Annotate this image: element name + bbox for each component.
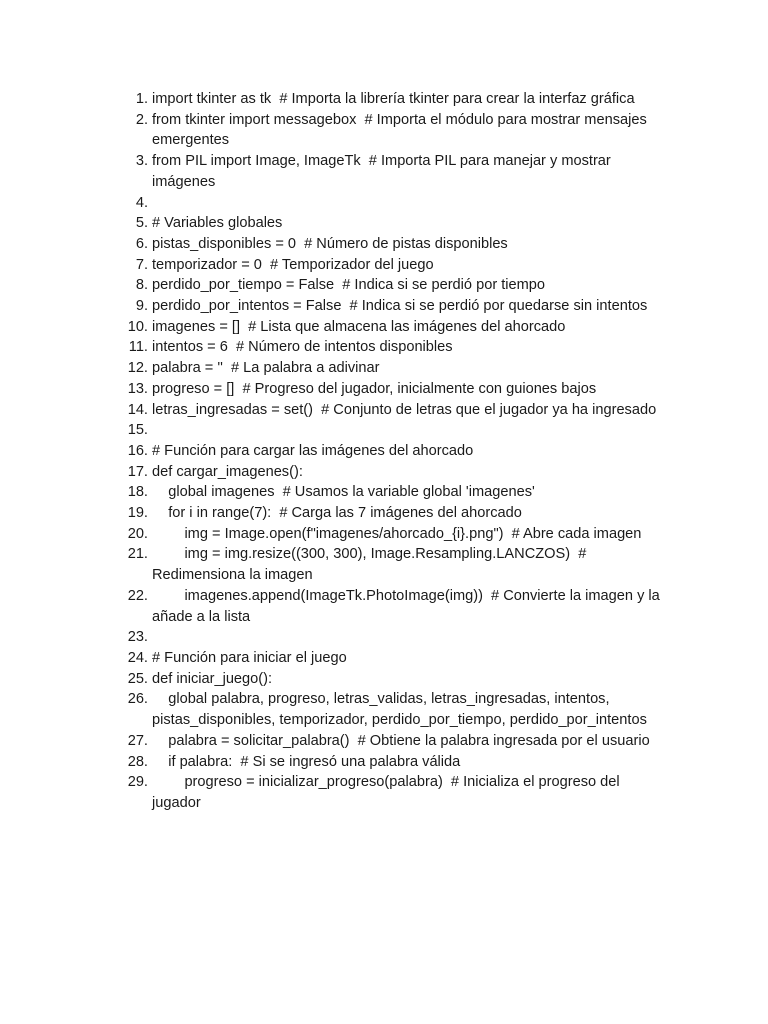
line-number: 17.	[127, 463, 148, 480]
code-line	[0, 627, 672, 648]
line-number: 2.	[135, 111, 148, 128]
line-text: palabra = solicitar_palabra() # Obtiene la palabra ingresada por el usuario	[152, 732, 650, 749]
line-number: 4.	[135, 194, 148, 211]
line-number: 27.	[127, 732, 148, 749]
code-line	[0, 441, 672, 462]
code-line	[0, 275, 672, 296]
code-line	[0, 524, 672, 545]
line-number: 29.	[127, 774, 148, 791]
line-number: 12.	[127, 360, 148, 377]
line-text: if palabra: # Si se ingresó una palabra válida	[152, 753, 461, 770]
line-text: from PIL import Image, ImageTk # Importa PIL para manejar y mostrar imágenes	[152, 153, 615, 190]
line-text: def cargar_imagenes():	[152, 463, 303, 480]
line-number: 24.	[127, 649, 148, 666]
line-text: global imagenes # Usamos la variable global 'imagenes'	[152, 484, 535, 501]
line-text: # Función para cargar las imágenes del ahorcado	[152, 442, 474, 459]
line-text: perdido_por_intentos = False # Indica si se perdió por quedarse sin intentos	[152, 298, 648, 315]
code-line	[0, 752, 672, 773]
line-number: 15.	[127, 422, 148, 439]
line-number: 10.	[127, 318, 148, 335]
code-line	[0, 151, 672, 192]
line-text: temporizador = 0 # Temporizador del juego	[152, 256, 434, 273]
code-listing	[0, 89, 768, 814]
line-number: 21.	[127, 546, 148, 563]
code-line	[0, 462, 672, 483]
line-text: # Variables globales	[152, 215, 283, 232]
line-number: 28.	[127, 753, 148, 770]
line-text: img = Image.open(f"imagenes/ahorcado_{i}.png") # Abre cada imagen	[152, 525, 642, 542]
line-text: imagenes.append(ImageTk.PhotoImage(img)) # Convierte la imagen y la añade a la lista	[152, 587, 664, 625]
code-line	[0, 648, 672, 669]
line-number: 18.	[127, 484, 148, 501]
line-text: palabra = '' # La palabra a adivinar	[152, 360, 380, 377]
line-text: # Función para iniciar el juego	[152, 649, 347, 666]
line-number: 16.	[127, 442, 148, 459]
code-line	[0, 358, 672, 379]
line-text: for i in range(7): # Carga las 7 imágenes del ahorcado	[152, 505, 522, 522]
line-text: import tkinter as tk # Importa la librería tkinter para crear la interfaz gráfica	[152, 91, 635, 107]
code-line	[0, 234, 672, 255]
line-number: 26.	[127, 691, 148, 708]
line-text: img = img.resize((300, 300), Image.Resampling.LANCZOS) # Redimensiona la imagen	[152, 546, 591, 584]
line-text: global palabra, progreso, letras_validas, letras_ingresadas, intentos, pistas_disponibles, temporizador, perdido_por_tiempo, perdido_por_intentos	[152, 691, 647, 729]
line-text: pistas_disponibles = 0 # Número de pistas disponibles	[152, 235, 508, 252]
line-number: 6.	[135, 235, 148, 252]
code-line	[0, 296, 672, 317]
line-number: 11.	[128, 339, 148, 356]
line-number: 9.	[135, 298, 148, 315]
line-text: from tkinter import messagebox # Importa el módulo para mostrar mensajes emergentes	[152, 111, 651, 149]
code-line	[0, 772, 672, 813]
code-line	[0, 337, 672, 358]
line-text: progreso = [] # Progreso del jugador, inicialmente con guiones bajos	[152, 380, 597, 397]
code-line	[0, 689, 672, 730]
code-line	[0, 482, 672, 503]
line-number: 7.	[135, 256, 148, 273]
line-number: 14.	[127, 401, 148, 418]
code-line	[0, 669, 672, 690]
code-line	[0, 544, 672, 585]
code-line	[0, 400, 672, 421]
code-line	[0, 89, 672, 110]
line-number: 23.	[127, 629, 148, 646]
code-line	[0, 213, 672, 234]
line-number: 13.	[127, 380, 148, 397]
code-line	[0, 255, 672, 276]
line-number: 3.	[135, 153, 148, 170]
code-line	[0, 317, 672, 338]
line-number: 22.	[127, 587, 148, 604]
line-number: 25.	[127, 670, 148, 687]
code-line	[0, 586, 672, 627]
line-text: letras_ingresadas = set() # Conjunto de letras que el jugador ya ha ingresado	[152, 401, 657, 418]
code-line	[0, 379, 672, 400]
line-number: 20.	[127, 525, 148, 542]
line-number: 8.	[135, 277, 148, 294]
line-number: 1.	[135, 91, 148, 107]
code-line	[0, 503, 672, 524]
line-text: imagenes = [] # Lista que almacena las imágenes del ahorcado	[152, 318, 566, 335]
code-line	[0, 193, 672, 214]
code-line	[0, 731, 672, 752]
line-text: perdido_por_tiempo = False # Indica si se perdió por tiempo	[152, 277, 546, 294]
line-text: def iniciar_juego():	[152, 670, 273, 687]
line-number: 19.	[127, 505, 148, 522]
line-text: progreso = inicializar_progreso(palabra) # Inicializa el progreso del jugador	[152, 774, 624, 811]
code-line	[0, 110, 672, 151]
line-text: intentos = 6 # Número de intentos disponibles	[152, 339, 453, 356]
code-line	[0, 420, 672, 441]
line-number: 5.	[135, 215, 148, 232]
